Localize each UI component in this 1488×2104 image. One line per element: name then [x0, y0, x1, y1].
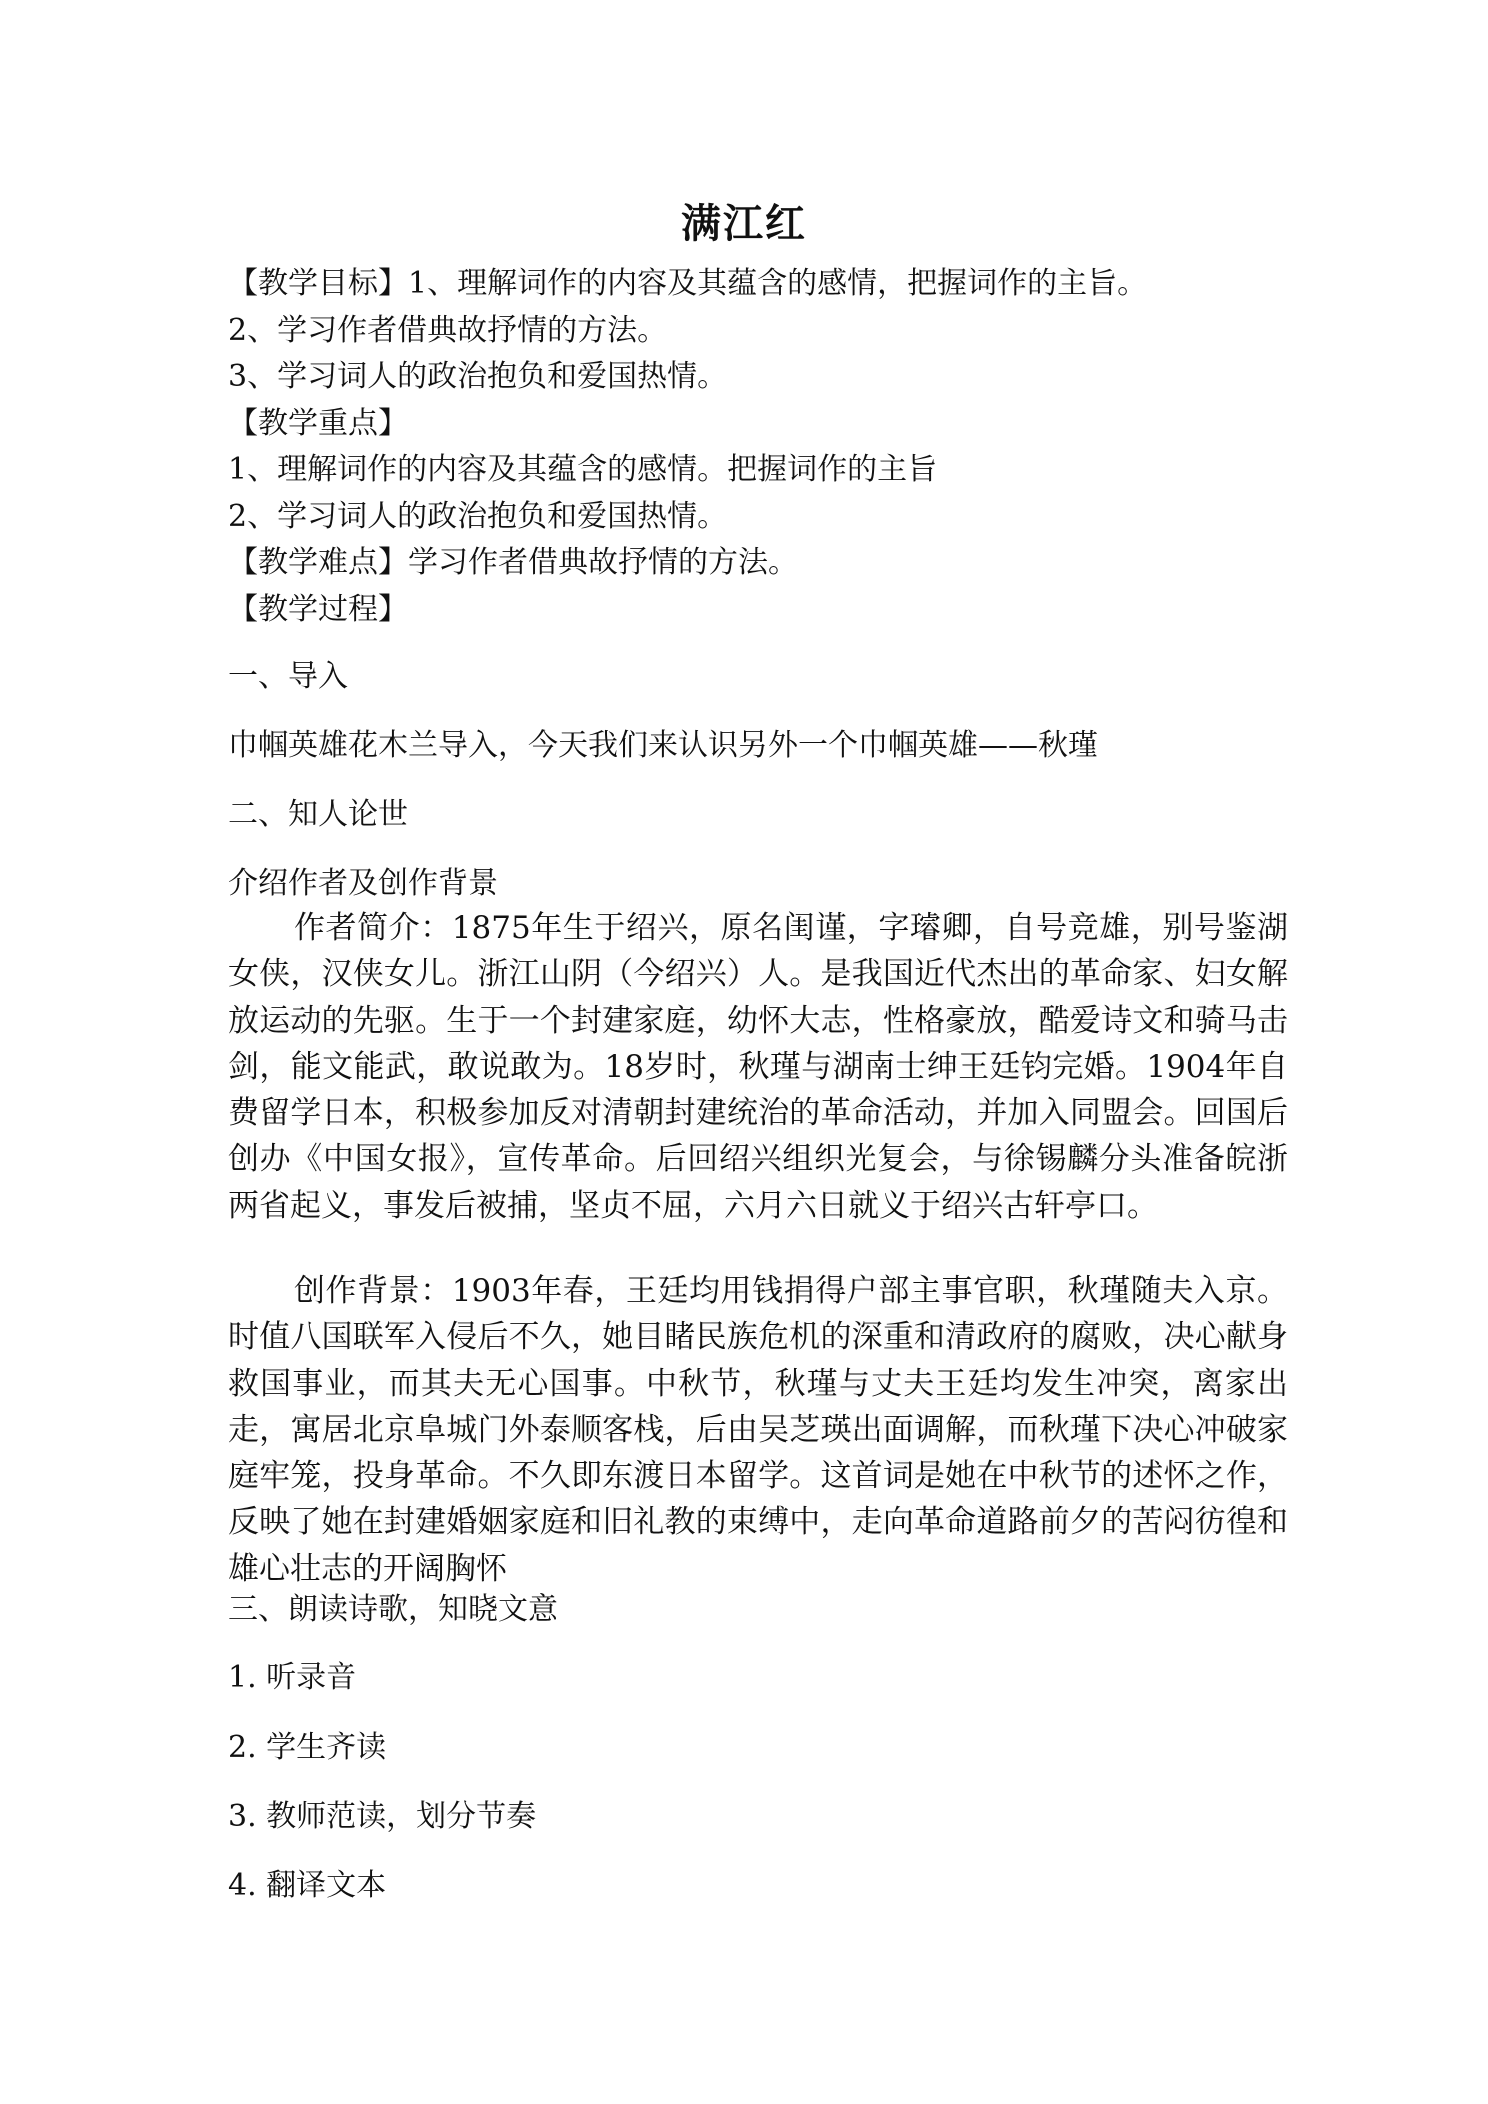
objective-line-2: 2、学习作者借典故抒情的方法。 [228, 313, 668, 348]
section-1-heading: 一、导入 [228, 659, 348, 694]
background-paragraph: 创作背景：1903年春，王廷均用钱捐得户部主事官职，秋瑾随夫入京。时值八国联军入侵后不久，她目睹民族危机的深重和清政府的腐败，决心献身救国事业，而其夫无心国事。中秋节，秋瑾与丈夫王廷均发生冲突，离家出走，寓居北京阜城门外泰顺客栈，后由吴芝瑛出面调解，而秋瑾下决心冲破家庭牢笼，投身革命。不久即东渡日本留学。这首词是她在中秋节的述怀之作，反映了她在封建婚姻家庭和旧礼教的束缚中，走向革命道路前夕的苦闷彷徨和雄心壮志的开阔胸怀 [228, 1273, 1288, 1587]
key-point-2: 2、学习词人的政治抱负和爱国热情。 [228, 499, 728, 534]
key-points-heading: 【教学重点】 [228, 406, 408, 441]
step-1: 1. 听录音 [228, 1660, 357, 1695]
document-title: 满江红 [681, 201, 807, 247]
process-heading: 【教学过程】 [228, 592, 408, 627]
section-1-text: 巾帼英雄花木兰导入，今天我们来认识另外一个巾帼英雄——秋瑾 [228, 728, 1098, 763]
step-3: 3. 教师范读，划分节奏 [228, 1799, 537, 1834]
objective-line-3: 3、学习词人的政治抱负和爱国热情。 [228, 359, 728, 394]
section-3-heading: 三、朗读诗歌，知晓文意 [228, 1592, 558, 1627]
key-point-1: 1、理解词作的内容及其蕴含的感情。把握词作的主旨 [228, 452, 938, 487]
step-4: 4. 翻译文本 [228, 1868, 387, 1903]
section-2-heading: 二、知人论世 [228, 797, 408, 832]
author-intro-paragraph: 作者简介：1875年生于绍兴，原名闺谨，字璿卿，自号竞雄，别号鉴湖女侠，汉侠女儿。浙江山阴（今绍兴）人。是我国近代杰出的革命家、妇女解放运动的先驱。生于一个封建家庭，幼怀大志，性格豪放，酷爱诗文和骑马击剑，能文能武，敢说敢为。18岁时，秋瑾与湖南士绅王廷钧完婚。1904年自费留学日本，积极参加反对清朝封建统治的革命活动，并加入同盟会。回国后创办《中国女报》，宣传革命。后回绍兴组织光复会，与徐锡麟分头准备皖浙两省起义，事发后被捕，坚贞不屈，六月六日就义于绍兴古轩亭口。 [228, 910, 1288, 1224]
step-2: 2. 学生齐读 [228, 1730, 387, 1765]
difficulty-line: 【教学难点】学习作者借典故抒情的方法。 [228, 545, 798, 580]
section-2-subheading: 介绍作者及创作背景 [228, 866, 498, 901]
objective-line-1: 【教学目标】1、理解词作的内容及其蕴含的感情，把握词作的主旨。 [228, 266, 1148, 301]
